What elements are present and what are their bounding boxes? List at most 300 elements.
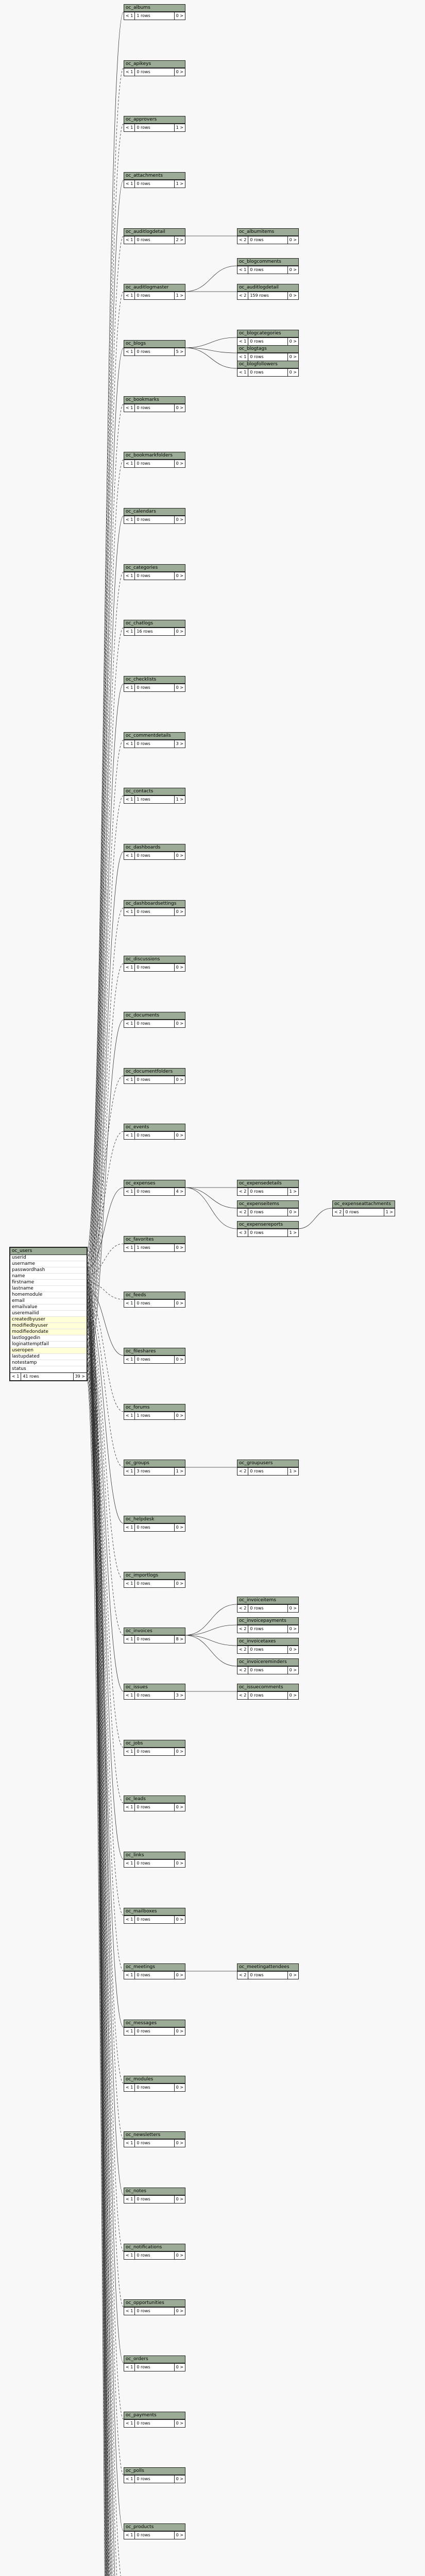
parent-count: < 1 — [124, 1244, 135, 1251]
table-node[interactable] — [124, 1795, 185, 1811]
table-footer — [124, 628, 185, 635]
table-name[interactable]: oc_documents — [124, 1012, 185, 1020]
parent-count: < 3 — [237, 1229, 248, 1236]
child-count: 0 > — [289, 267, 297, 272]
table-name[interactable]: oc_chatlogs — [124, 620, 185, 628]
table-footer — [237, 1625, 298, 1633]
table-name[interactable]: oc_invoicetaxes — [237, 1638, 298, 1646]
table-node[interactable] — [124, 2299, 185, 2315]
child-count: 2 > — [176, 238, 183, 242]
table-node[interactable] — [124, 1348, 185, 1364]
row-count: 0 rows — [135, 2084, 174, 2091]
table-node[interactable] — [124, 1236, 185, 1252]
table-footer — [124, 1580, 185, 1587]
parent-count: < 1 — [124, 516, 135, 523]
parent-count: < 1 — [124, 1300, 135, 1307]
row-count: 0 rows — [248, 1605, 287, 1612]
relationship-edge — [86, 236, 124, 1282]
relationship-edge — [184, 1625, 237, 1635]
child-count: 4 > — [176, 1189, 183, 1194]
table-node[interactable] — [124, 1460, 185, 1476]
table-name[interactable]: oc_expensereports — [237, 1222, 298, 1229]
child-count: 1 > — [289, 1469, 297, 1473]
child-count: 1 > — [385, 1210, 393, 1214]
parent-count: < 1 — [124, 2420, 135, 2427]
table-node[interactable] — [124, 116, 185, 132]
table-footer — [124, 404, 185, 412]
table-node[interactable] — [124, 396, 185, 412]
table-name[interactable]: oc_polls — [124, 2468, 185, 2475]
table-name[interactable]: oc_auditlogdetail — [237, 284, 298, 292]
table-name[interactable]: oc_leads — [124, 1796, 185, 1803]
row-count: 0 rows — [135, 1916, 174, 1923]
row-count: 0 rows — [135, 2196, 174, 2203]
table-node[interactable] — [124, 1963, 185, 1979]
relationship-edge — [86, 68, 124, 1263]
table-name[interactable]: oc_blogfollowers — [237, 361, 298, 368]
table-name[interactable]: oc_categories — [124, 565, 185, 572]
row-count: 0 rows — [248, 1972, 287, 1979]
table-node[interactable] — [124, 2188, 185, 2204]
table-node[interactable] — [124, 1124, 185, 1140]
child-count: 0 > — [289, 1606, 297, 1611]
table-name[interactable]: oc_dashboards — [124, 844, 185, 852]
table-name[interactable]: oc_groups — [124, 1460, 185, 1467]
table-name[interactable]: oc_apikeys — [124, 61, 185, 68]
row-count: 0 rows — [248, 1229, 287, 1236]
table-footer — [124, 180, 185, 188]
table-node[interactable] — [237, 1617, 299, 1633]
relationship-edge — [86, 292, 124, 1288]
table-node[interactable] — [124, 1684, 185, 1700]
row-count: 0 rows — [135, 684, 174, 691]
table-node[interactable] — [237, 330, 299, 346]
parent-count: < 1 — [124, 2140, 135, 2147]
table-node[interactable] — [124, 2131, 185, 2147]
table-node[interactable] — [237, 1597, 299, 1613]
table-name[interactable]: oc_albums — [124, 5, 185, 12]
table-name[interactable]: oc_notifications — [124, 2244, 185, 2251]
row-count: 0 rows — [135, 2308, 174, 2315]
table-node[interactable] — [124, 2076, 185, 2092]
parent-count: < 2 — [237, 1667, 248, 1674]
table-footer — [237, 337, 298, 345]
table-node[interactable] — [124, 1852, 185, 1868]
table-node[interactable] — [124, 1908, 185, 1924]
table-name[interactable]: oc_auditlogdetail — [124, 229, 185, 236]
table-node[interactable] — [124, 900, 185, 916]
column-row: emailvalue — [10, 1304, 87, 1311]
table-name[interactable]: oc_feeds — [124, 1292, 185, 1299]
table-name[interactable]: oc_attachments — [124, 173, 185, 180]
table-node[interactable] — [124, 620, 185, 636]
parent-count: < 1 — [124, 628, 135, 635]
parent-count: < 2 — [237, 292, 248, 299]
parent-count: < 2 — [237, 1605, 248, 1612]
child-count: 0 > — [176, 1861, 183, 1866]
relationship-edge — [298, 1208, 332, 1229]
table-name[interactable]: oc_helpdesk — [124, 1516, 185, 1523]
table-name[interactable]: oc_newsletters — [124, 2132, 185, 2139]
table-node[interactable] — [124, 956, 185, 972]
relationship-edge — [184, 1635, 237, 1646]
relationship-edge — [86, 348, 124, 1294]
row-count: 0 rows — [248, 266, 287, 274]
row-count: 0 rows — [344, 1209, 384, 1216]
table-name[interactable]: oc_calendars — [124, 509, 185, 516]
table-footer — [237, 1971, 298, 1979]
parent-count: < 1 — [124, 404, 135, 412]
table-node[interactable] — [124, 1292, 185, 1308]
table-footer — [124, 1748, 185, 1755]
table-name[interactable]: oc_approvers — [124, 116, 185, 124]
table-node[interactable] — [124, 228, 185, 244]
table-footer — [124, 1299, 185, 1307]
table-node[interactable] — [124, 2355, 185, 2371]
table-name[interactable]: oc_fileshares — [124, 1348, 185, 1355]
table-name[interactable]: oc_favorites — [124, 1236, 185, 1244]
table-node[interactable] — [124, 1740, 185, 1756]
table-footer — [124, 1691, 185, 1699]
row-count: 0 rows — [135, 1804, 174, 1811]
table-footer — [124, 2419, 185, 2427]
row-count: 0 rows — [135, 908, 174, 916]
child-count: 1 > — [176, 125, 183, 130]
table-name[interactable]: oc_expenseitems — [237, 1201, 298, 1208]
row-count: 0 rows — [135, 2476, 174, 2483]
table-name[interactable]: oc_forums — [124, 1404, 185, 1412]
column-row: lastname — [10, 1286, 87, 1292]
table-node[interactable] — [237, 1180, 299, 1196]
table-footer — [237, 1646, 298, 1653]
child-count: 0 > — [176, 1077, 183, 1082]
table-node[interactable] — [124, 564, 185, 580]
table-footer — [124, 2475, 185, 2483]
table-name[interactable]: oc_groupusers — [237, 1460, 298, 1467]
table-node[interactable] — [124, 508, 185, 524]
table-node[interactable] — [124, 1180, 185, 1196]
table-node[interactable] — [124, 1068, 185, 1084]
child-count: 1 > — [176, 1469, 183, 1473]
column-row: status — [10, 1366, 87, 1372]
row-count: 0 rows — [135, 236, 174, 244]
table-name[interactable]: oc_modules — [124, 2076, 185, 2083]
relationship-edge — [86, 12, 124, 1257]
table-name[interactable]: oc_expenses — [124, 1180, 185, 1188]
parent-count: < 1 — [124, 1916, 135, 1923]
parent-count: < 1 — [237, 369, 248, 376]
table-name[interactable]: oc_contacts — [124, 788, 185, 795]
table-footer — [124, 852, 185, 859]
table-name[interactable]: oc_meetingattendees — [237, 1964, 298, 1971]
row-count: 0 rows — [135, 2532, 174, 2539]
table-node[interactable] — [124, 340, 185, 356]
row-count: 0 rows — [135, 1188, 174, 1195]
parent-count: < 1 — [124, 1580, 135, 1587]
table-node[interactable] — [124, 452, 185, 468]
table-node[interactable] — [124, 732, 185, 748]
table-footer — [124, 1523, 185, 1531]
table-name[interactable]: oc_albumitems — [237, 229, 298, 236]
parent-count: < 1 — [124, 1356, 135, 1363]
child-count: 0 > — [176, 853, 183, 858]
child-count: 0 > — [176, 1357, 183, 1362]
table-footer — [124, 1412, 185, 1419]
table-node[interactable] — [237, 1460, 299, 1476]
column-row: email — [10, 1298, 87, 1304]
parent-count: < 1 — [124, 2028, 135, 2035]
parent-count: < 1 — [124, 684, 135, 691]
child-count: 0 > — [176, 2421, 183, 2426]
row-count: 0 rows — [135, 2252, 174, 2259]
row-count: 0 rows — [248, 1667, 287, 1674]
row-count: 0 rows — [135, 1300, 174, 1307]
table-footer — [237, 236, 298, 244]
column-row: username — [10, 1261, 87, 1267]
row-count: 0 rows — [248, 1468, 287, 1475]
table-name[interactable]: oc_users — [10, 1248, 87, 1255]
row-count: 0 rows — [135, 460, 174, 467]
child-count: 0 > — [176, 685, 183, 690]
child-count: 0 > — [176, 909, 183, 914]
table-node[interactable] — [124, 2523, 185, 2539]
parent-count: < 1 — [124, 964, 135, 971]
row-count: 0 rows — [248, 338, 287, 345]
relationship-edge — [184, 266, 237, 292]
table-name[interactable]: oc_discussions — [124, 956, 185, 963]
table-name[interactable]: oc_products — [124, 2524, 185, 2531]
table-node[interactable] — [237, 1200, 299, 1216]
table-node[interactable] — [332, 1200, 395, 1216]
table-name[interactable]: oc_auditlogmaster — [124, 284, 185, 292]
table-node[interactable] — [124, 172, 185, 188]
table-footer — [124, 2139, 185, 2147]
table-footer — [124, 68, 185, 76]
row-count: 0 rows — [248, 1692, 287, 1699]
table-node[interactable] — [124, 1572, 185, 1588]
table-name[interactable]: oc_commentdetails — [124, 733, 185, 740]
table-footer — [10, 1372, 87, 1380]
parent-count: < 1 — [124, 1748, 135, 1755]
child-count: 0 > — [176, 2365, 183, 2369]
table-node[interactable] — [124, 844, 185, 860]
table-name[interactable]: oc_checklists — [124, 676, 185, 684]
table-name[interactable]: oc_expensedetails — [237, 1180, 298, 1188]
child-count: 0 > — [176, 2253, 183, 2258]
parent-count: < 1 — [124, 1636, 135, 1643]
parent-count: < 1 — [124, 460, 135, 467]
table-name[interactable]: oc_expenseattachments — [333, 1201, 395, 1208]
child-count: 0 > — [176, 1245, 183, 1250]
row-count: 0 rows — [135, 2420, 174, 2427]
parent-count: < 1 — [124, 1692, 135, 1699]
table-node[interactable] — [237, 228, 299, 244]
row-count: 0 rows — [135, 516, 174, 523]
hub-table-node[interactable] — [9, 1247, 88, 1381]
table-footer — [124, 1916, 185, 1923]
child-count: 0 > — [289, 1626, 297, 1631]
table-name[interactable]: oc_notes — [124, 2188, 185, 2195]
table-footer — [124, 1635, 185, 1643]
parent-count: < 2 — [237, 236, 248, 244]
table-name[interactable]: oc_dashboardsettings — [124, 901, 185, 908]
child-count: 1 > — [289, 1230, 297, 1235]
table-footer — [124, 684, 185, 691]
table-footer — [237, 292, 298, 299]
table-footer — [124, 124, 185, 131]
row-count: 0 rows — [135, 2028, 174, 2035]
parent-count: < 1 — [124, 180, 135, 188]
child-count: 0 > — [176, 13, 183, 18]
table-name[interactable]: oc_importlogs — [124, 1572, 185, 1580]
table-name[interactable]: oc_jobs — [124, 1740, 185, 1748]
child-count: 0 > — [176, 2029, 183, 2033]
relationship-edge — [86, 1300, 124, 2531]
table-name[interactable]: oc_blogcomments — [237, 259, 298, 266]
table-footer — [124, 963, 185, 971]
table-footer — [124, 236, 185, 244]
parent-count: < 1 — [124, 1132, 135, 1139]
table-node[interactable] — [124, 1628, 185, 1643]
parent-count: < 1 — [124, 2532, 135, 2539]
table-node[interactable] — [124, 60, 185, 76]
table-node[interactable] — [124, 788, 185, 804]
row-count: 0 rows — [135, 964, 174, 971]
child-count: 1 > — [176, 293, 183, 298]
row-count: 0 rows — [135, 1076, 174, 1083]
table-name[interactable]: oc_invoicereminders — [237, 1659, 298, 1666]
table-node[interactable] — [237, 1684, 299, 1700]
row-count: 1 rows — [135, 1412, 174, 1419]
parent-count: < 1 — [124, 1076, 135, 1083]
row-count: 0 rows — [135, 1636, 174, 1643]
child-count: 8 > — [176, 1637, 183, 1641]
row-count: 0 rows — [135, 852, 174, 859]
parent-count: < 1 — [124, 2364, 135, 2371]
row-count: 0 rows — [135, 740, 174, 748]
table-footer — [124, 1131, 185, 1139]
table-footer — [124, 348, 185, 355]
table-name[interactable]: oc_blogtags — [237, 346, 298, 353]
row-count: 0 rows — [135, 292, 174, 299]
parent-count: < 2 — [237, 1209, 248, 1216]
table-node[interactable] — [124, 2244, 185, 2260]
table-node[interactable] — [237, 361, 299, 377]
row-count: 0 rows — [248, 1188, 287, 1195]
relationship-edge — [86, 572, 124, 1319]
parent-count: < 1 — [124, 1412, 135, 1419]
table-node[interactable] — [124, 2467, 185, 2483]
table-name[interactable]: oc_bookmarks — [124, 397, 185, 404]
parent-count: < 1 — [124, 1468, 135, 1475]
parent-count: < 1 — [124, 69, 135, 76]
table-node[interactable] — [124, 676, 185, 692]
table-footer — [124, 2307, 185, 2315]
column-row: lastloggedin — [10, 1335, 87, 1342]
row-count: 0 rows — [135, 1860, 174, 1867]
table-name[interactable]: oc_invoicepayments — [237, 1618, 298, 1625]
row-count: 0 rows — [135, 180, 174, 188]
table-name[interactable]: oc_blogs — [124, 341, 185, 348]
table-node[interactable] — [237, 345, 299, 361]
table-name[interactable]: oc_links — [124, 1852, 185, 1859]
column-row: modifiedondate — [10, 1329, 87, 1335]
table-node[interactable] — [124, 1012, 185, 1028]
row-count: 0 rows — [248, 236, 287, 244]
table-node[interactable] — [237, 1638, 299, 1654]
row-count: 1 rows — [135, 796, 174, 803]
column-row: homemodule — [10, 1292, 87, 1298]
relationship-edge — [86, 1350, 124, 2576]
table-node[interactable] — [124, 284, 185, 300]
table-footer — [237, 1604, 298, 1612]
parent-count: < 1 — [124, 2196, 135, 2203]
table-name[interactable]: oc_invoiceitems — [237, 1597, 298, 1604]
table-node[interactable] — [124, 1404, 185, 1420]
table-name[interactable]: oc_issuecomments — [237, 1684, 298, 1691]
table-node[interactable] — [124, 2020, 185, 2036]
table-name[interactable]: oc_blogcategories — [237, 330, 298, 337]
table-name[interactable]: oc_events — [124, 1124, 185, 1131]
child-count: 0 > — [176, 573, 183, 578]
table-node[interactable] — [124, 4, 185, 20]
table-footer — [124, 740, 185, 748]
relationship-edge — [184, 337, 237, 348]
table-footer — [124, 516, 185, 523]
parent-count: < 2 — [237, 1188, 248, 1195]
table-node[interactable] — [124, 1516, 185, 1532]
table-node[interactable] — [124, 2412, 185, 2428]
row-count: 0 rows — [135, 1524, 174, 1531]
table-footer — [124, 2531, 185, 2539]
parent-count: < 1 — [124, 1188, 135, 1195]
child-count: 0 > — [289, 339, 297, 344]
child-count: 0 > — [289, 354, 297, 359]
table-node[interactable] — [237, 1658, 299, 1674]
row-count: 159 rows — [248, 292, 287, 299]
table-node[interactable] — [237, 1963, 299, 1979]
table-node[interactable] — [237, 258, 299, 274]
row-count: 0 rows — [248, 1209, 287, 1216]
table-name[interactable]: oc_orders — [124, 2356, 185, 2363]
table-name[interactable]: oc_issues — [124, 1684, 185, 1691]
table-name[interactable]: oc_invoices — [124, 1628, 185, 1635]
table-name[interactable]: oc_opportunities — [124, 2300, 185, 2307]
table-footer — [124, 1467, 185, 1475]
table-footer — [124, 908, 185, 916]
table-name[interactable]: oc_documentfolders — [124, 1069, 185, 1076]
table-name[interactable]: oc_mailboxes — [124, 1908, 185, 1916]
table-name[interactable]: oc_payments — [124, 2412, 185, 2419]
column-row: notestamp — [10, 1360, 87, 1366]
child-count: 0 > — [176, 2197, 183, 2201]
table-footer — [124, 2083, 185, 2091]
child-count: 39 > — [75, 1374, 85, 1379]
row-count: 0 rows — [135, 1020, 174, 1027]
child-count: 1 > — [289, 1189, 297, 1194]
parent-count: < 1 — [10, 1373, 21, 1380]
child-count: 0 > — [176, 1973, 183, 1977]
table-name[interactable]: oc_bookmarkfolders — [124, 452, 185, 460]
relationship-edge — [184, 1188, 237, 1208]
row-count: 0 rows — [135, 69, 174, 76]
table-node[interactable] — [237, 1221, 299, 1237]
table-name[interactable]: oc_messages — [124, 2020, 185, 2027]
child-count: 0 > — [176, 405, 183, 410]
child-count: 0 > — [176, 1525, 183, 1530]
table-name[interactable]: oc_meetings — [124, 1964, 185, 1971]
table-node[interactable] — [237, 284, 299, 300]
